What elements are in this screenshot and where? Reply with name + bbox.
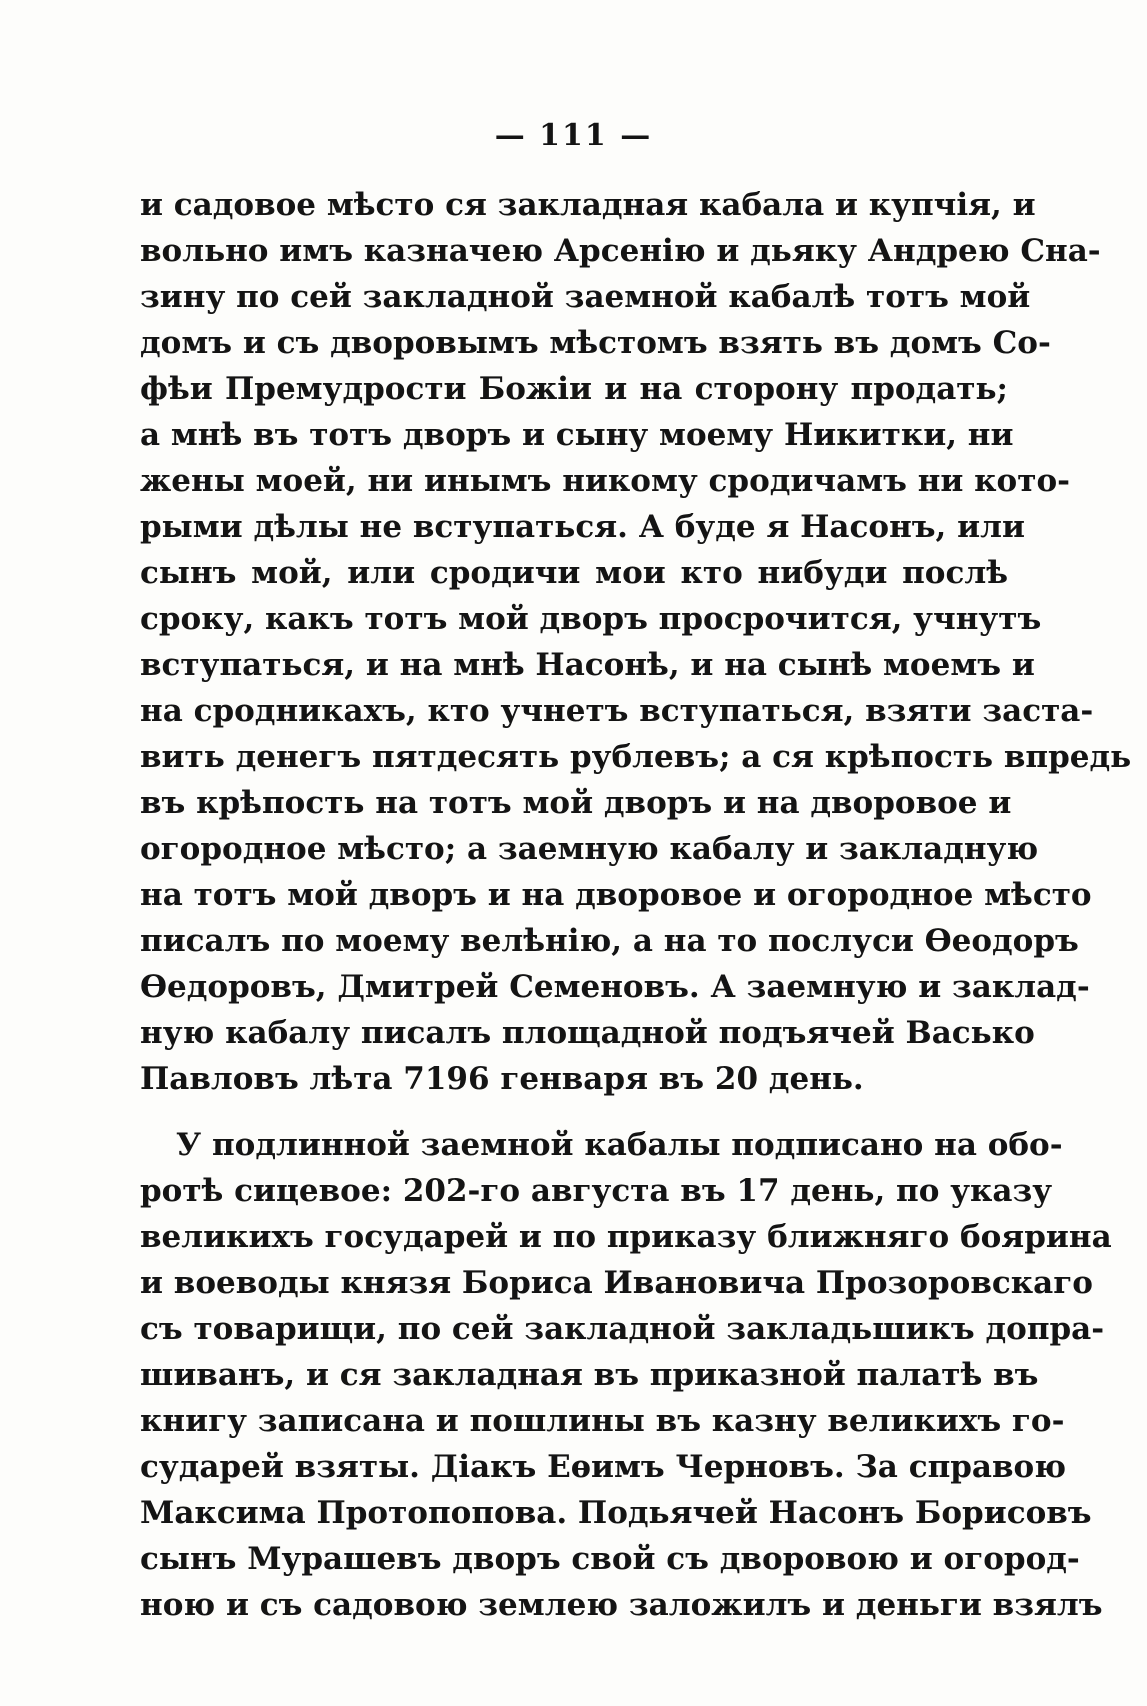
text-line: великихъ государей и по приказу ближняго боярина: [140, 1219, 1112, 1255]
text-line: ною и съ садовою землею заложилъ и деньги взялъ: [140, 1587, 1103, 1623]
text-line: сроку, какъ тотъ мой дворъ просрочится, учнутъ: [140, 601, 1042, 637]
text-line: Максима Протопопова. Подьячей Насонъ Борисовъ: [140, 1495, 1092, 1531]
text-line: ную кабалу писалъ площадной подъячей Васько: [140, 1015, 1035, 1051]
text-line: фѣи Премудрости Божіи и на сторону продать;: [140, 371, 1008, 407]
text-line: вступаться, и на мнѣ Насонѣ, и на сынѣ моемъ и: [140, 647, 1035, 683]
text-line: вольно имъ казначею Арсенію и дьяку Андрею Сна-: [140, 233, 1101, 269]
text-line: а мнѣ въ тотъ дворъ и сыну моему Никитки, ни: [140, 417, 1014, 453]
text-line: на тотъ мой дворъ и на дворовое и огородное мѣсто: [140, 877, 1092, 913]
paragraph-2: [140, 1122, 1112, 1628]
text-line: Өедоровъ, Дмитрей Семеновъ. А заемную и заклад-: [140, 969, 1090, 1005]
page-number: — 111 —: [494, 118, 653, 153]
text-line: жены моей, ни инымъ никому сродичамъ ни кото-: [140, 463, 1070, 499]
body-text: [140, 182, 1132, 1628]
text-line: и садовое мѣсто ся закладная кабала и купчія, и: [140, 187, 1036, 223]
text-line: Павловъ лѣта 7196 генваря въ 20 день.: [140, 1061, 864, 1097]
text-line: домъ и съ дворовымъ мѣстомъ взять въ домъ Со-: [140, 325, 1051, 361]
text-line: и воеводы князя Бориса Ивановича Прозоровскаго: [140, 1265, 1093, 1301]
text-line: шиванъ, и ся закладная въ приказной палатѣ въ: [140, 1357, 1039, 1393]
text-line: вить денегъ пятдесять рублевъ; а ся крѣпость впредь: [140, 739, 1132, 775]
text-line: У подлинной заемной кабалы подписано на обо-: [176, 1127, 1063, 1163]
text-line: зину по сей закладной заемной кабалѣ тотъ мой: [140, 279, 1031, 315]
text-line: писалъ по моему велѣнію, а на то послуси Өеодоръ: [140, 923, 1079, 959]
text-line: сударей взяты. Діакъ Еѳимъ Черновъ. За справою: [140, 1449, 1067, 1485]
paragraph-1: [140, 182, 1132, 1102]
text-line: книгу записана и пошлины въ казну великихъ го-: [140, 1403, 1065, 1439]
text-line: на сродникахъ, кто учнетъ вступаться, взяти заста-: [140, 693, 1094, 729]
text-line: въ крѣпость на тотъ мой дворъ и на дворовое и: [140, 785, 1012, 821]
text-line: съ товарищи, по сей закладной закладьшикъ допра-: [140, 1311, 1105, 1347]
text-line: сынъ мой, или сродичи мои кто нибуди послѣ: [140, 555, 1008, 591]
text-line: сынъ Мурашевъ дворъ свой съ дворовою и огород-: [140, 1541, 1080, 1577]
text-line: ротѣ сицевое: 202-го августа въ 17 день, по указу: [140, 1173, 1053, 1209]
text-line: огородное мѣсто; а заемную кабалу и закладную: [140, 831, 1039, 867]
text-line: рыми дѣлы не вступаться. А буде я Насонъ, или: [140, 509, 1025, 545]
paragraph-gap: [140, 1102, 1008, 1122]
